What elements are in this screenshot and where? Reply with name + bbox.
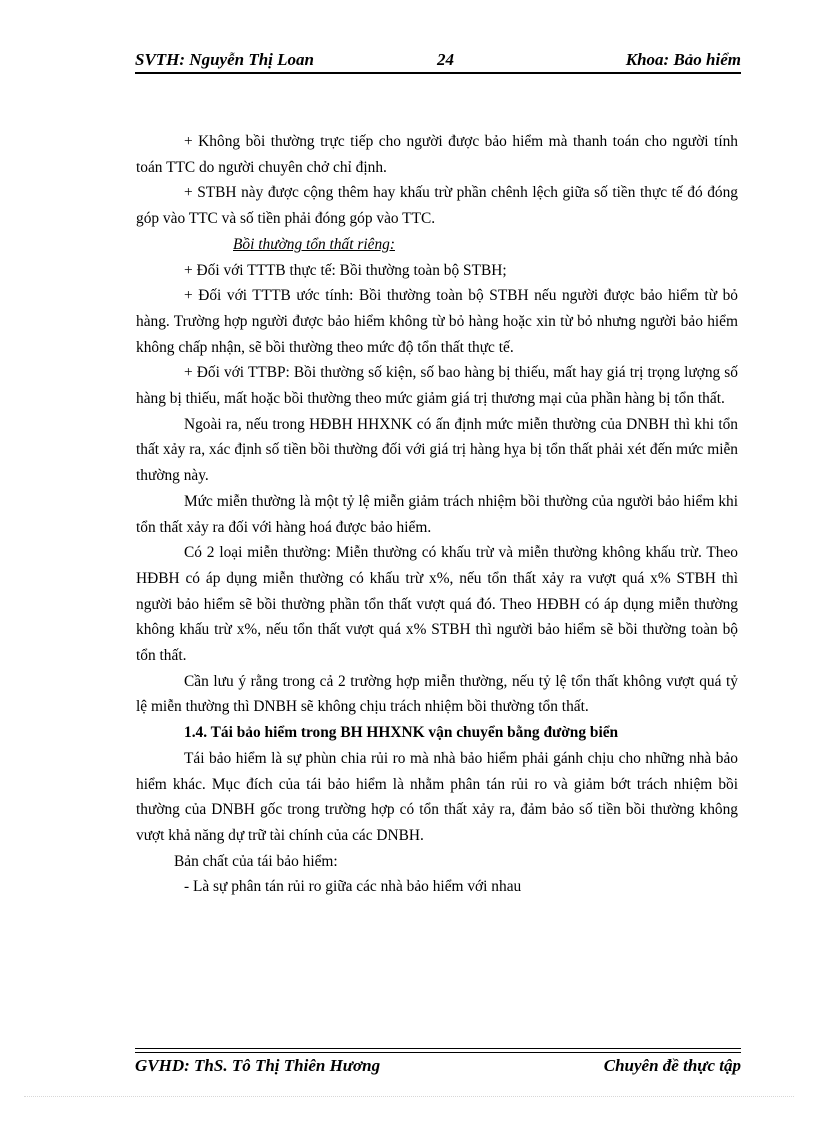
header-student-name: SVTH: Nguyễn Thị Loan [135, 50, 314, 69]
paragraph: Bản chất của tái bảo hiểm: [174, 852, 338, 870]
list-item: - Là sự phân tán rủi ro giữa các nhà bảo hiểm với nhau [184, 878, 522, 896]
page-boundary [24, 1096, 794, 1097]
page-number: 24 [437, 50, 454, 69]
paragraph: + Đối với TTBP: Bồi thường số kiện, số bao hàng bị thiếu, mất hay giá trị trọng lượng số hàng bị thiếu, mất hoặc bồi thường theo mức giảm giá trị thương mại của phần hàng bị tổn thất. [136, 364, 738, 408]
paragraph: + Không bồi thường trực tiếp cho người được bảo hiểm mà thanh toán cho người tính toán TTC do người chuyên chở chỉ định. [136, 133, 738, 176]
paragraph: + Đối với TTTB ước tính: Bồi thường toàn bộ STBH nếu người được bảo hiểm từ bỏ hàng. Trường hợp người được bảo hiểm không từ bỏ hàng hoặc xin từ bỏ nhưng người bảo hiểm không chấp nhận, sẽ bồi thường theo mức độ tổn thất thực tế. [136, 287, 738, 356]
paragraph: Có 2 loại miễn thường: Miễn thường có khấu trừ và miễn thường không khấu trừ. Theo HĐBH có áp dụng miễn thường có khấu trừ x%, nếu tổn thất xảy ra vượt quá x% STBH thì người bảo hiểm sẽ bồi thường phần tổn thất vượt quá đó. Theo HĐBH có áp dụng miễn thường không khấu trừ x%, nếu tổn thất vượt quá x% STBH thì người bảo hiểm sẽ bồi thường toàn bộ tổn thất. [136, 544, 738, 665]
section-heading: 1.4. Tái bảo hiểm trong BH HHXNK vận chuyển bằng đường biển [184, 724, 619, 742]
footer-divider [135, 1048, 741, 1053]
paragraph: Cần lưu ý rằng trong cả 2 trường hợp miễn thường, nếu tỷ lệ tổn thất không vượt quá tỷ lệ miễn thường thì DNBH sẽ không chịu trách nhiệm bồi thường tổn thất. [136, 672, 738, 716]
paragraph: Ngoài ra, nếu trong HĐBH HHXNK có ấn định mức miễn thường của DNBH thì khi tổn thất xảy ra, xác định số tiền bồi thường đối với giá trị hàng hỵa bị tổn thất phải xét đến mức miễn thường này. [136, 415, 738, 485]
header-divider [135, 72, 741, 74]
page-header [135, 46, 741, 72]
document-body [136, 129, 738, 900]
footer-doc-type: Chuyên đề thực tập [603, 1056, 741, 1075]
paragraph: + Đối với TTTB thực tế: Bồi thường toàn bộ STBH; [184, 261, 507, 279]
header-faculty: Khoa: Bảo hiểm [625, 50, 741, 69]
paragraph: Tái bảo hiểm là sự phùn chia rủi ro mà nhà bảo hiểm phải gánh chịu cho những nhà bảo hiểm khác. Mục đích của tái bảo hiểm là nhằm phân tán rủi ro và giảm bớt trách nhiệm bồi thường của DNBH gốc trong trường hợp có tổn thất xảy ra, đảm bảo số tiền bồi thường không vượt khả năng dự trữ tài chính của các DNBH. [136, 749, 738, 844]
subheading: Bồi thường tổn thất riêng: [233, 235, 395, 253]
paragraph: + STBH này được cộng thêm hay khấu trừ phần chênh lệch giữa số tiền thực tế đó đóng góp vào TTC và số tiền phải đóng góp vào TTC. [136, 184, 738, 228]
paragraph: Mức miễn thường là một tỷ lệ miễn giảm trách nhiệm bồi thường của người bảo hiểm khi tổn thất xảy ra đối với hàng hoá được bảo hiểm. [136, 492, 738, 536]
page-footer [135, 1054, 741, 1080]
footer-supervisor: GVHD: ThS. Tô Thị Thiên Hương [135, 1056, 381, 1075]
